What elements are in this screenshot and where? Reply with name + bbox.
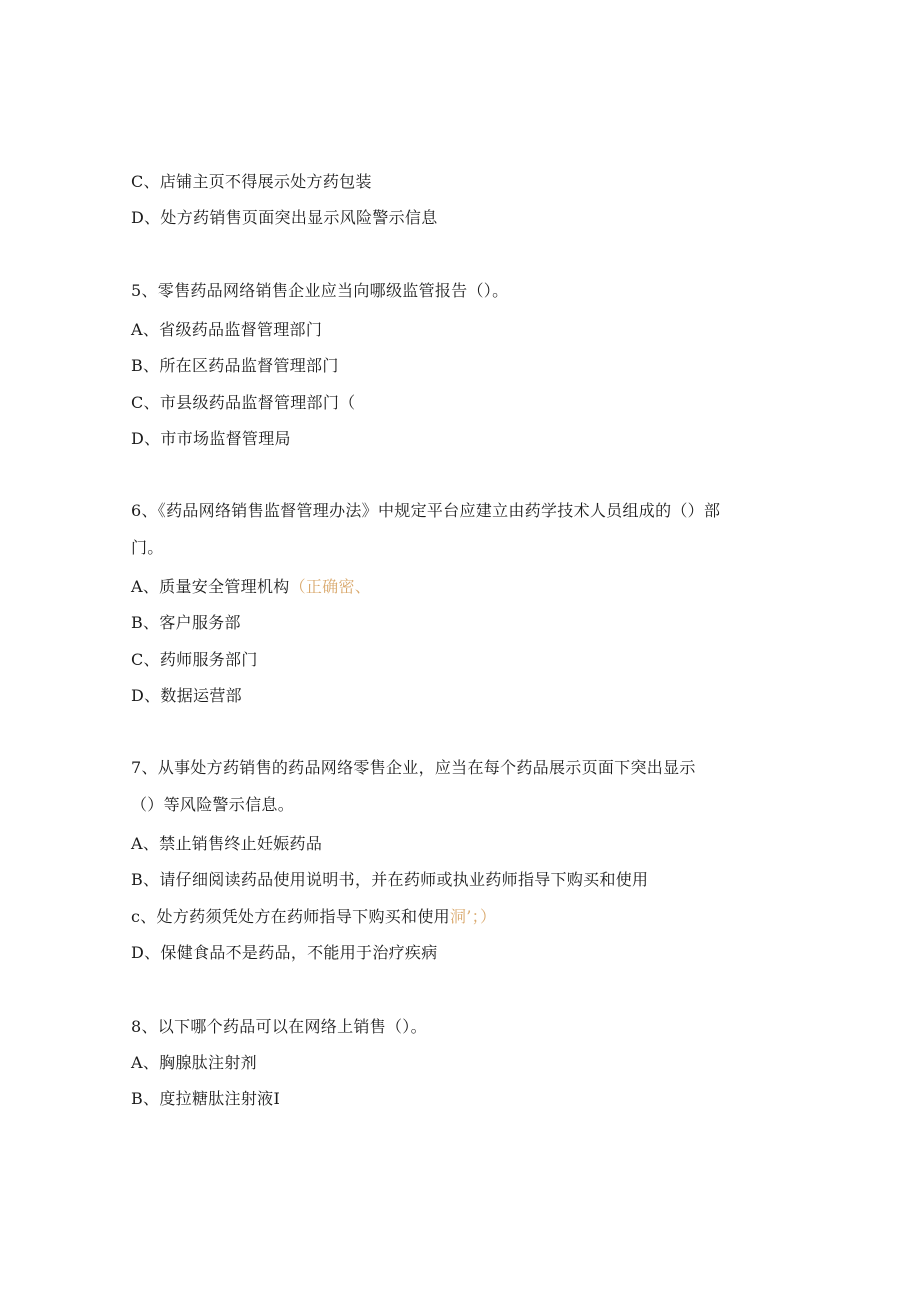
line-text: C、市县级药品监督管理部门（ [131,393,356,412]
option-a-q5 [131,320,322,340]
option-c-q6 [131,650,258,670]
option-d-q4 [131,208,438,228]
question-5 [131,281,508,301]
line-text: （）等风险警示信息。 [131,795,295,814]
line-text: B、请仔细阅读药品使用说明书，并在药师或执业药师指导下购买和使用 [131,870,649,889]
line-text: 5、零售药品网络销售企业应当向哪级监管报告（）。 [131,281,509,300]
line-text: D、市市场监督管理局 [131,429,291,448]
question-6-cont [131,538,164,558]
question-8 [131,1017,427,1037]
option-c-q5 [131,393,355,413]
option-d-q7 [131,943,438,963]
line-text: c、处方药须凭处方在药师指导下购买和使用 [131,907,450,926]
line-text: A、省级药品监督管理部门 [131,320,323,339]
option-b-q7 [131,870,648,890]
line-text: B、所在区药品监督管理部门 [131,356,339,375]
handwritten-note: （正确密、 [289,577,372,596]
option-b-q5 [131,356,339,376]
line-text: C、药师服务部门 [131,650,258,669]
line-text: 门。 [131,538,164,557]
option-c-q4 [131,172,372,192]
line-text: A、胸腺肽注射剂 [131,1053,257,1072]
option-c-q7 [131,907,496,927]
line-text: 8、以下哪个药品可以在网络上销售（）。 [131,1017,427,1036]
option-d-q6 [131,686,242,706]
line-text: A、质量安全管理机构 [131,577,290,596]
line-text: B、客户服务部 [131,613,241,632]
line-text: A、禁止销售终止妊娠药品 [131,834,323,853]
question-7 [131,758,696,778]
question-6 [131,501,720,521]
line-text: C、店铺主页不得展示处方药包装 [131,172,372,191]
option-a-q6 [131,577,371,597]
line-text: D、保健食品不是药品，不能用于治疗疾病 [131,943,438,962]
line-text: B、度拉糖肽注射液Ⅰ [131,1089,281,1108]
line-text: 7、从事处方药销售的药品网络零售企业，应当在每个药品展示页面下突出显示 [131,758,696,777]
option-b-q6 [131,613,241,633]
line-text: D、数据运营部 [131,686,242,705]
line-text: D、处方药销售页面突出显示风险警示信息 [131,208,438,227]
line-text: 6、《药品网络销售监督管理办法》中规定平台应建立由药学技术人员组成的（）部 [131,501,721,520]
option-a-q8 [131,1053,257,1073]
handwritten-note: 洞’；） [449,907,497,926]
option-d-q5 [131,429,291,449]
question-7-cont [131,795,294,815]
option-a-q7 [131,834,322,854]
option-b-q8 [131,1089,280,1109]
